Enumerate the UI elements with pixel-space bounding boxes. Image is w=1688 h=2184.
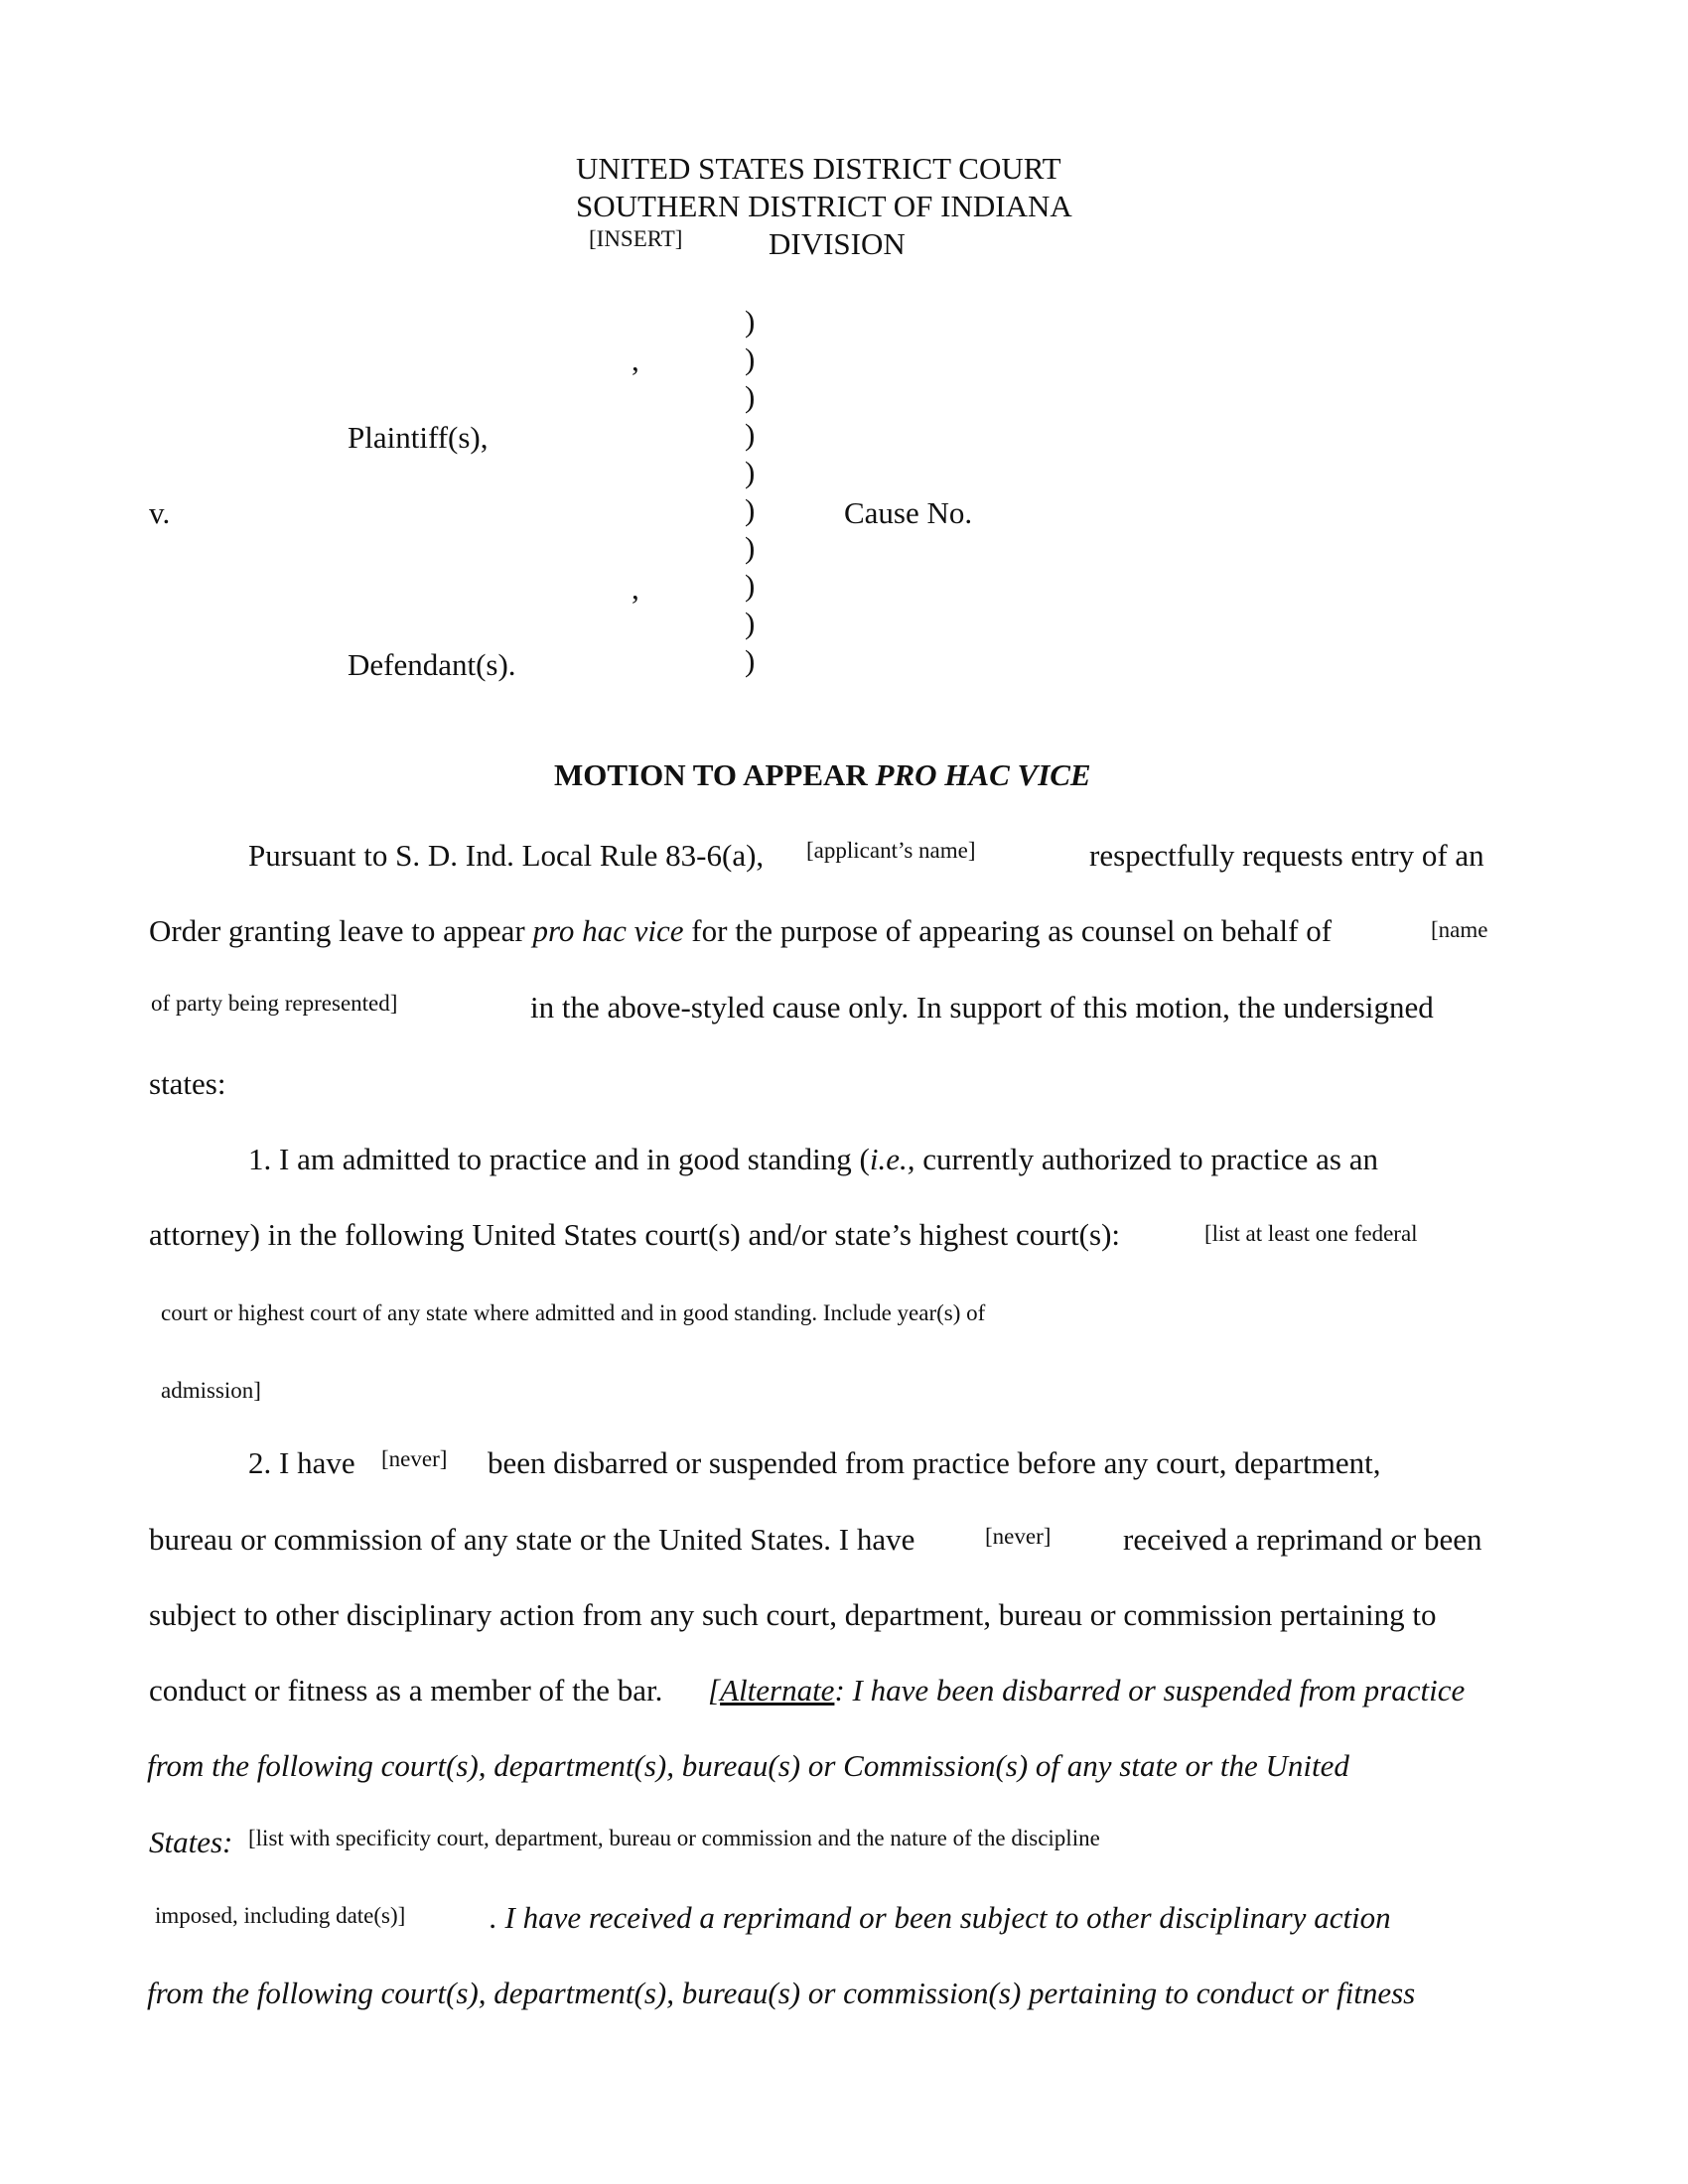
alternate-text: from the following court(s), department(s), bureau(s) or commission(s) pertaining to conduct or fitness bbox=[147, 1976, 1416, 2010]
party-name-field[interactable]: [name bbox=[1431, 917, 1488, 942]
caption-paren: ) bbox=[745, 455, 756, 489]
admitted-courts-field[interactable]: [list at least one federal bbox=[1204, 1221, 1418, 1246]
division-label: DIVISION bbox=[769, 226, 906, 261]
caption-paren: ) bbox=[745, 606, 756, 640]
list-item: bureau or commission of any state or the United States. I have bbox=[149, 1522, 915, 1557]
list-item: been disbarred or suspended from practice before any court, department, bbox=[488, 1445, 1381, 1480]
discipline-list-field[interactable]: [list with specificity court, department, bureau or commission and the nature of the discipline bbox=[248, 1826, 1100, 1850]
caption-paren: ) bbox=[745, 568, 756, 603]
cause-no-label: Cause No. bbox=[844, 495, 973, 530]
caption-paren: ) bbox=[745, 492, 756, 527]
court-district: SOUTHERN DISTRICT OF INDIANA bbox=[576, 189, 1072, 223]
division-field[interactable]: [INSERT] bbox=[589, 226, 683, 251]
list-item: 2. I have bbox=[248, 1445, 355, 1480]
paragraph-text: in the above-styled cause only. In support of this motion, the undersigned bbox=[530, 990, 1434, 1024]
alternate-text: States: bbox=[149, 1825, 233, 1859]
list-item: conduct or fitness as a member of the bar. bbox=[149, 1673, 663, 1707]
defendant-name-comma: , bbox=[632, 571, 639, 606]
paragraph-text: Pursuant to S. D. Ind. Local Rule 83-6(a), bbox=[248, 838, 765, 873]
admitted-courts-field[interactable]: admission] bbox=[161, 1378, 261, 1403]
applicant-name-field[interactable]: [applicant’s name] bbox=[806, 838, 976, 863]
alternate-text: from the following court(s), department(s), bureau(s) or Commission(s) of any state or the United bbox=[147, 1748, 1349, 1783]
list-item: subject to other disciplinary action from any such court, department, bureau or commission pertaining to bbox=[149, 1597, 1437, 1632]
never-field[interactable]: [never] bbox=[985, 1524, 1052, 1549]
paragraph-text: Order granting leave to appear pro hac vice for the purpose of appearing as counsel on behalf of bbox=[149, 913, 1333, 948]
admitted-courts-field[interactable]: court or highest court of any state where admitted and in good standing. Include year(s) of bbox=[161, 1300, 986, 1325]
list-item: 1. I am admitted to practice and in good standing (i.e., currently authorized to practice as an bbox=[248, 1142, 1378, 1176]
caption-paren: ) bbox=[745, 530, 756, 565]
party-name-field[interactable]: of party being represented] bbox=[151, 991, 398, 1016]
alternate-text: [Alternate: I have been disbarred or suspended from practice bbox=[708, 1673, 1466, 1707]
plaintiff-name-comma: , bbox=[632, 342, 639, 377]
list-item: received a reprimand or been bbox=[1123, 1522, 1482, 1557]
caption-paren: ) bbox=[745, 304, 756, 339]
court-name: UNITED STATES DISTRICT COURT bbox=[576, 151, 1061, 186]
caption-paren: ) bbox=[745, 643, 756, 678]
caption-paren: ) bbox=[745, 379, 756, 414]
caption-paren: ) bbox=[745, 417, 756, 452]
paragraph-text: states: bbox=[149, 1066, 226, 1101]
versus: v. bbox=[149, 495, 171, 530]
list-item: attorney) in the following United States court(s) and/or state’s highest court(s): bbox=[149, 1217, 1120, 1252]
discipline-list-field[interactable]: imposed, including date(s)] bbox=[155, 1903, 406, 1928]
alternate-text: . I have received a reprimand or been subject to other disciplinary action bbox=[490, 1900, 1391, 1935]
defendant-label: Defendant(s). bbox=[348, 647, 516, 682]
never-field[interactable]: [never] bbox=[381, 1446, 448, 1471]
paragraph-text: respectfully requests entry of an bbox=[1089, 838, 1484, 873]
plaintiff-label: Plaintiff(s), bbox=[348, 420, 489, 455]
caption-paren: ) bbox=[745, 341, 756, 376]
motion-title: MOTION TO APPEAR PRO HAC VICE bbox=[554, 757, 1091, 792]
